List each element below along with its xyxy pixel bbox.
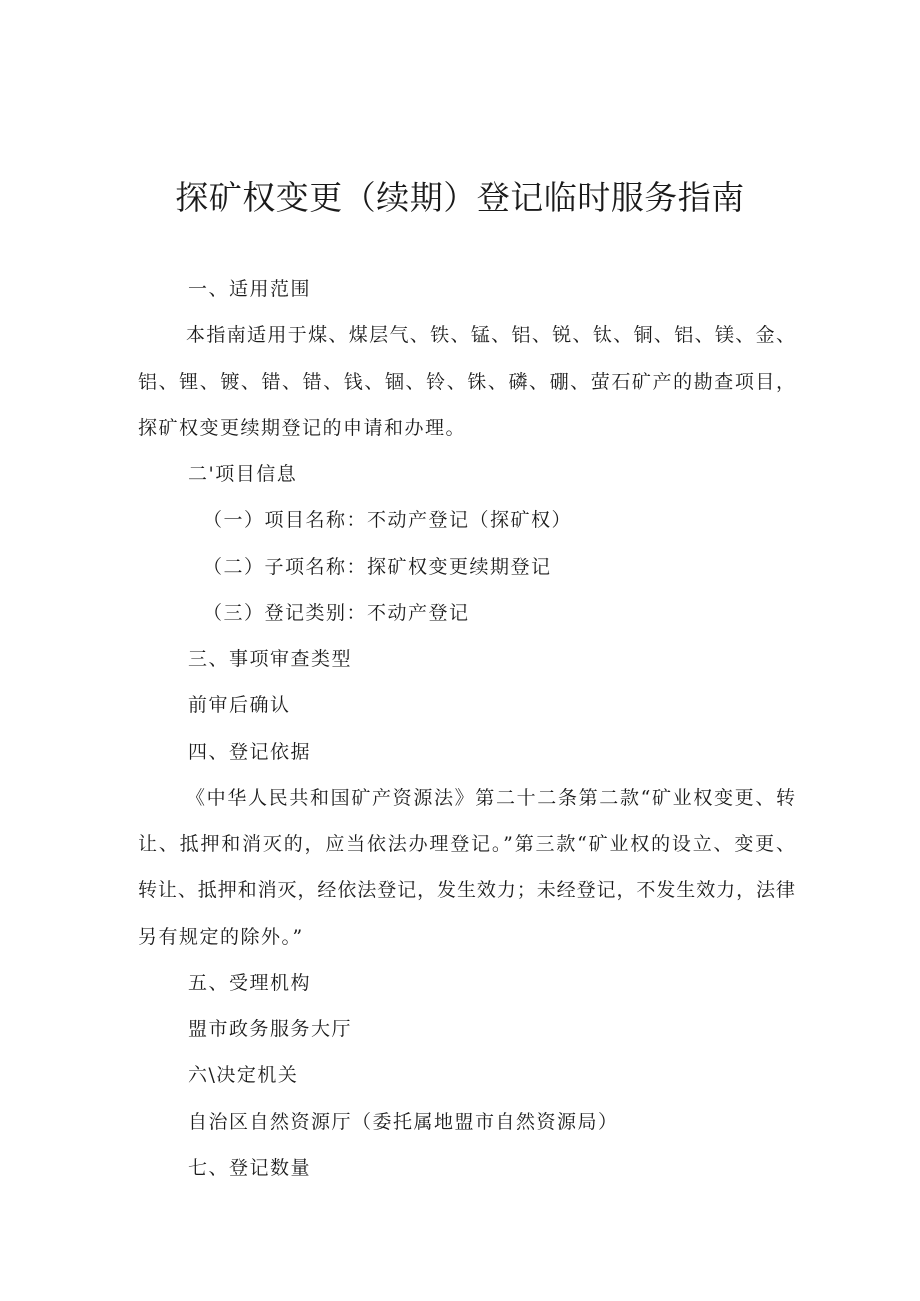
paragraph-line: 另有规定的除外。” [138,926,304,948]
section-heading-deciding-authority: 六\决定机关 [188,1064,299,1086]
paragraph-line: 铝、锂、镀、错、错、钱、锢、铃、铢、磷、硼、萤石矿产的勘查项目， [138,371,795,393]
section-heading-review-type: 三、事项审查类型 [188,648,353,670]
section-heading-basis: 四、登记依据 [188,741,312,763]
section-heading-accepting-agency: 五、受理机构 [188,972,312,994]
paragraph-line: 转让、抵押和消灭，经依法登记，发生效力；未经登记，不发生效力，法律 [138,879,795,901]
accepting-agency-value: 盟市政务服务大厅 [188,1018,353,1040]
paragraph-line: 本指南适用于煤、煤层气、铁、锰、铝、锐、钛、铜、铝、镁、金、 [186,324,795,346]
list-item: （一）项目名称：不动产登记（探矿权） [203,509,573,531]
list-item: （三）登记类别：不动产登记 [203,602,470,624]
paragraph-line: 让、抵押和消灭的，应当依法办理登记。”第三款“矿业权的设立、变更、 [138,833,795,855]
paragraph-line: 探矿权变更续期登记的申请和办理。 [138,417,467,439]
section-heading-scope: 一、适用范围 [188,278,312,300]
page-title: 探矿权变更（续期）登记临时服务指南 [175,178,745,217]
deciding-authority-value: 自治区自然资源厅（委托属地盟市自然资源局） [188,1111,619,1133]
list-item: （二）子项名称：探矿权变更续期登记 [203,556,552,578]
section-heading-project-info: 二'项目信息 [188,463,298,485]
review-type-value: 前审后确认 [188,694,291,716]
section-heading-registration-count: 七、登记数量 [188,1157,312,1179]
paragraph-line: 《中华人民共和国矿产资源法》第二十二条第二款“矿业权变更、转 [186,787,795,809]
